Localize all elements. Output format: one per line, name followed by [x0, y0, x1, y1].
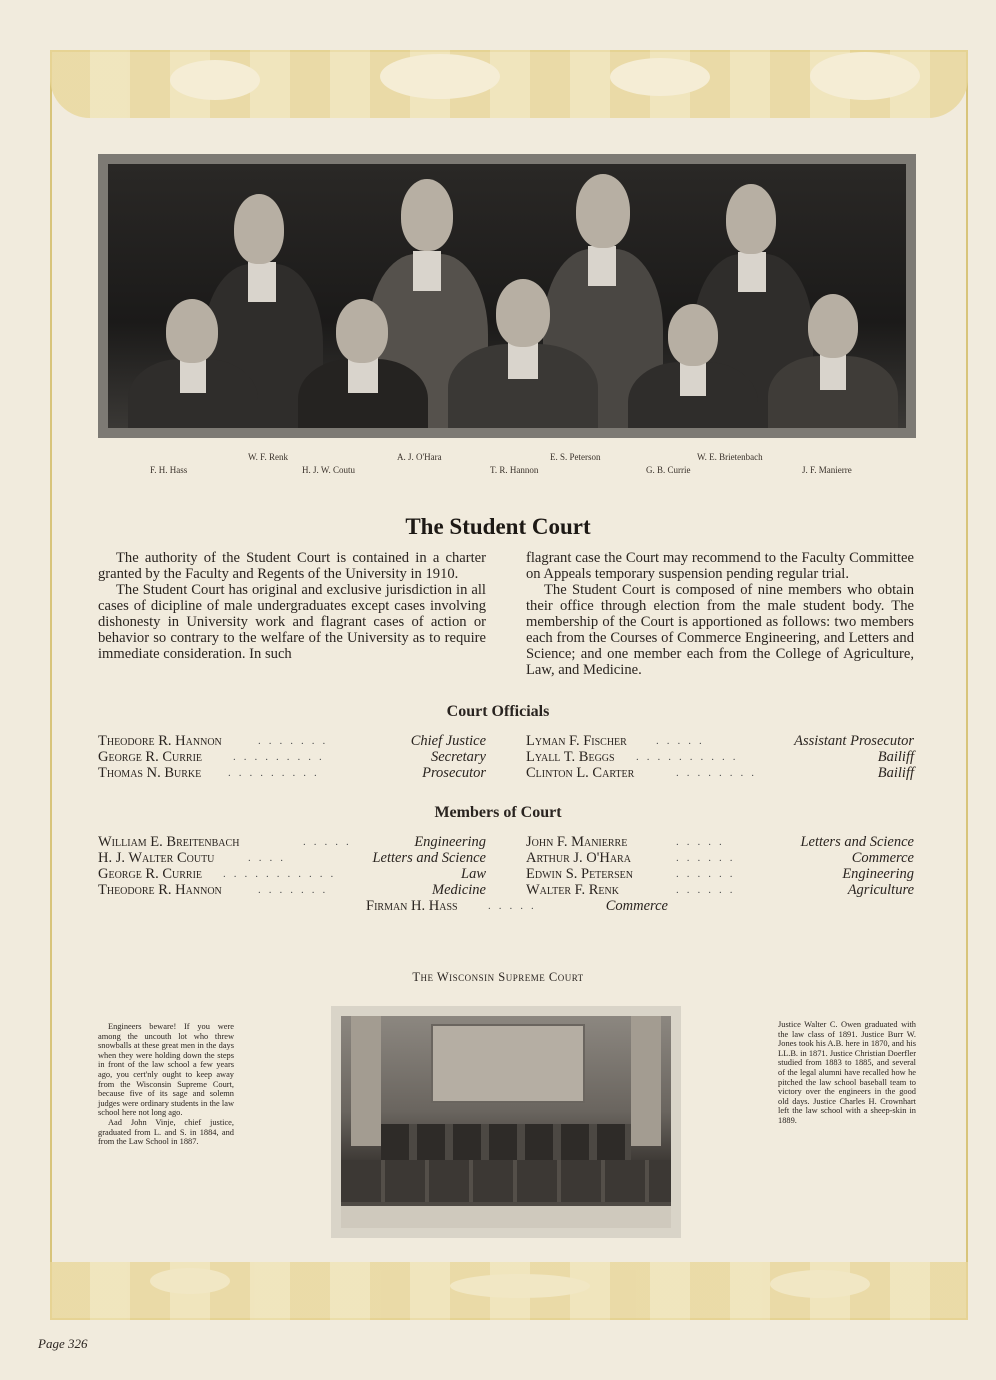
intro-paragraph: The Student Court has original and exclusive jurisdiction in all cases of dicipline of male undergraduates except cases involving dishonesty in University work and flagrant cases of action or behavior so contrary to the welfare of the University as to require immediate consideration. In such: [98, 582, 486, 662]
caption-top-4: W. E. Brietenbach: [697, 452, 763, 462]
official-row: Clinton L. Carter ........ Bailiff: [526, 765, 914, 781]
member-row: Firman H. Hass ..... Commerce: [366, 898, 668, 914]
member-name: Theodore R. Hannon: [98, 882, 222, 898]
side-paragraph: Aad John Vinje, chief justice, graduated from L. and S. in 1884, and from the Law School in 1887.: [98, 1117, 234, 1147]
member-row: John F. Manierre ..... Letters and Science: [526, 834, 914, 850]
member-role: Commerce: [851, 850, 914, 866]
official-name: Thomas N. Burke: [98, 765, 202, 781]
caption-bottom-2: H. J. W. Coutu: [302, 465, 356, 475]
member-role: Letters and Science: [800, 834, 914, 850]
member-role: Law: [461, 866, 486, 882]
official-row: George R. Currie ......... Secretary: [98, 749, 486, 765]
side-paragraph: Engineers beware! If you were among the uncouth lot who threw snowballs at these great men in the days when they were holding down the steps in front of the law school a few years ago, you cert'nly ought to keep away from the Wisconsin Supreme Court, because five of its sage and solemn judges were ordinary students in the law school here not long ago.: [98, 1022, 234, 1118]
officials-heading: Court Officials: [446, 703, 550, 720]
member-name: Edwin S. Petersen: [526, 866, 633, 882]
official-role: Assistant Prosecutor: [794, 733, 914, 749]
member-name: George R. Currie: [98, 866, 203, 882]
caption-bottom-1: F. H. Hass: [150, 465, 188, 475]
official-role: Bailiff: [877, 749, 914, 765]
supreme-court-heading: The Wisconsin Supreme Court: [412, 970, 584, 984]
official-name: Lyman F. Fischer: [526, 733, 627, 749]
member-name: H. J. Walter Coutu: [98, 850, 215, 866]
caption-top-1: W. F. Renk: [248, 452, 288, 462]
members-heading: Members of Court: [434, 804, 562, 821]
member-role: Medicine: [432, 882, 486, 898]
top-decorative-band: [50, 50, 968, 118]
intro-left-column: [98, 550, 486, 662]
official-role: Chief Justice: [410, 733, 486, 749]
official-name: Theodore R. Hannon: [98, 733, 222, 749]
member-role: Engineering: [842, 866, 914, 882]
member-role: Letters and Science: [372, 850, 486, 866]
caption-bottom-5: J. F. Manierre: [802, 465, 852, 475]
member-role: Commerce: [605, 898, 668, 914]
member-name: Firman H. Hass: [366, 898, 458, 914]
member-name: William E. Breitenbach: [98, 834, 240, 850]
official-row: Thomas N. Burke ......... Prosecutor: [98, 765, 486, 781]
member-name: Walter F. Renk: [526, 882, 619, 898]
page-title: The Student Court: [405, 514, 591, 539]
official-role: Prosecutor: [422, 765, 486, 781]
member-row: Arthur J. O'Hara ...... Commerce: [526, 850, 914, 866]
member-row: Walter F. Renk ...... Agriculture: [526, 882, 914, 898]
supreme-court-photo: [331, 1006, 681, 1238]
member-name: John F. Manierre: [526, 834, 628, 850]
caption-top-3: E. S. Peterson: [550, 452, 601, 462]
caption-bottom-3: T. R. Hannon: [490, 465, 539, 475]
member-role: Agriculture: [847, 882, 914, 898]
intro-paragraph: The Student Court is composed of nine members who obtain their office through election from the male student body. The membership of the Court is apportioned as follows: two members each from the Courses of Commerce Engineering, and Letters and Science; and one member each from the College of Agriculture, Law, and Medicine.: [526, 582, 914, 678]
side-text-left: [98, 1022, 234, 1147]
page-number: Page 326: [38, 1336, 88, 1351]
official-role: Bailiff: [877, 765, 914, 781]
official-row: Lyall T. Beggs .......... Bailiff: [526, 749, 914, 765]
side-paragraph: Justice Walter C. Owen graduated with the law class of 1891. Justice Burr W. Jones took his A.B. here in 1870, and his LL.B. in 1871. Justice Christian Doerfler studied from 1883 to 1885, and several of the legal alumni have recalled how he pitched the law school baseball team to victory over the engineers in the good old days. Justice Charles H. Crownhart left the law school with a sheep-skin in 1889.: [778, 1020, 916, 1125]
intro-paragraph: The authority of the Student Court is contained in a charter granted by the Faculty and Regents of the University in 1910.: [98, 550, 486, 582]
member-row: Edwin S. Petersen ...... Engineering: [526, 866, 914, 882]
bottom-decorative-band: [50, 1262, 968, 1320]
intro-paragraph: flagrant case the Court may recommend to the Faculty Committee on Appeals temporary suspension pending regular trial.: [526, 550, 914, 582]
official-row: Lyman F. Fischer ..... Assistant Prosecutor: [526, 733, 914, 749]
official-name: George R. Currie: [98, 749, 203, 765]
member-row: Theodore R. Hannon ....... Medicine: [98, 882, 486, 898]
caption-bottom-4: G. B. Currie: [646, 465, 691, 475]
member-row: William E. Breitenbach ..... Engineering: [98, 834, 486, 850]
official-row: Theodore R. Hannon ....... Chief Justice: [98, 733, 486, 749]
official-role: Secretary: [430, 749, 486, 765]
member-row: H. J. Walter Coutu .... Letters and Science: [98, 850, 486, 866]
member-name: Arthur J. O'Hara: [526, 850, 631, 866]
caption-top-2: A. J. O'Hara: [397, 452, 442, 462]
member-row: George R. Currie ........... Law: [98, 866, 486, 882]
member-role: Engineering: [414, 834, 486, 850]
official-name: Clinton L. Carter: [526, 765, 635, 781]
side-text-right: [778, 1020, 916, 1126]
group-photo: [98, 154, 916, 438]
intro-right-column: [526, 550, 914, 678]
official-name: Lyall T. Beggs: [526, 749, 615, 765]
